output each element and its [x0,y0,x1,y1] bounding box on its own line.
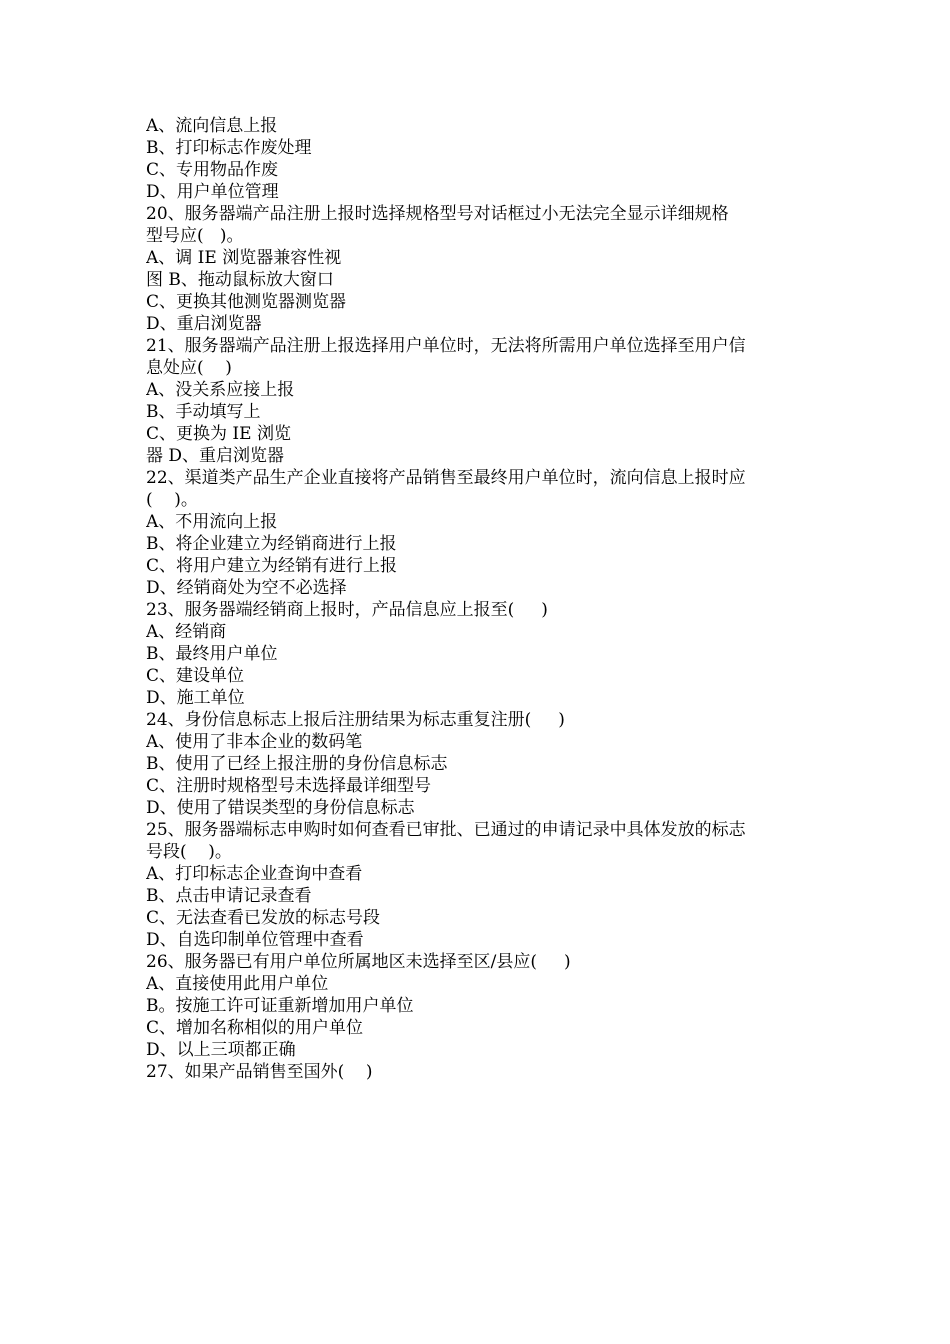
option-line: A、没关系应接上报 [146,380,295,400]
question-20-line-1: 20、服务器端产品注册上报时选择规格型号对话框过小无法完全显示详细规格 [146,204,729,224]
option-line: D、用户单位管理 [146,182,279,202]
question-27: 27、如果产品销售至国外( ) [146,1062,373,1082]
option-line: C、专用物品作废 [146,160,279,180]
option-line: B、手动填写上 [146,402,261,422]
option-line: 图 B、拖动鼠标放大窗口 [146,270,334,290]
option-line: A、直接使用此用户单位 [146,974,329,994]
option-line: D、以上三项都正确 [146,1040,296,1060]
option-line: A、使用了非本企业的数码笔 [146,732,363,752]
option-line: B、使用了已经上报注册的身份信息标志 [146,754,448,774]
option-line: B、最终用户单位 [146,644,278,664]
option-line: A、流向信息上报 [146,116,278,136]
option-line: D、经销商处为空不必选择 [146,578,347,598]
question-26: 26、服务器已有用户单位所属地区未选择至区/县应( ) [146,952,571,972]
option-line: A、经销商 [146,622,227,642]
option-line: C、将用户建立为经销有进行上报 [146,556,398,576]
option-line: C、更换为 IE 浏览 [146,424,291,444]
option-line: A、调 IE 浏览器兼容性视 [146,248,342,268]
option-line: A、打印标志企业查询中查看 [146,864,363,884]
question-22-line-1: 22、渠道类产品生产企业直接将产品销售至最终用户单位时，流向信息上报时应 [146,468,746,488]
option-line: C、无法查看已发放的标志号段 [146,908,381,928]
question-23: 23、服务器端经销商上报时，产品信息应上报至( ) [146,600,548,620]
option-line: C、增加名称相似的用户单位 [146,1018,364,1038]
option-line: C、更换其他测览器测览器 [146,292,347,312]
option-line: A、不用流向上报 [146,512,278,532]
option-line: D、施工单位 [146,688,245,708]
document-body [146,115,816,1083]
option-line: B、打印标志作废处理 [146,138,312,158]
option-line: D、使用了错误类型的身份信息标志 [146,798,415,818]
option-line: 器 D、重启浏览器 [146,446,285,466]
option-line: D、重启浏览器 [146,314,262,334]
option-line: B、将企业建立为经销商进行上报 [146,534,397,554]
question-25-line-1: 25、服务器端标志申购时如何查看已审批、已通过的申请记录中具体发放的标志 [146,820,746,840]
option-line: B。按施工许可证重新增加用户单位 [146,996,414,1016]
option-line: C、注册时规格型号未选择最详细型号 [146,776,432,796]
question-21-line-1: 21、服务器端产品注册上报选择用户单位时，无法将所需用户单位选择至用户信 [146,336,746,356]
option-line: D、自选印制单位管理中查看 [146,930,364,950]
option-line: B、点击申请记录查看 [146,886,312,906]
question-22-line-2: ( )。 [146,490,198,510]
option-line: C、建设单位 [146,666,245,686]
question-21-line-2: 息处应( ) [146,358,232,378]
question-24: 24、身份信息标志上报后注册结果为标志重复注册( ) [146,710,565,730]
question-25-line-2: 号段( )。 [146,842,232,862]
question-20-line-2: 型号应( )。 [146,226,244,246]
